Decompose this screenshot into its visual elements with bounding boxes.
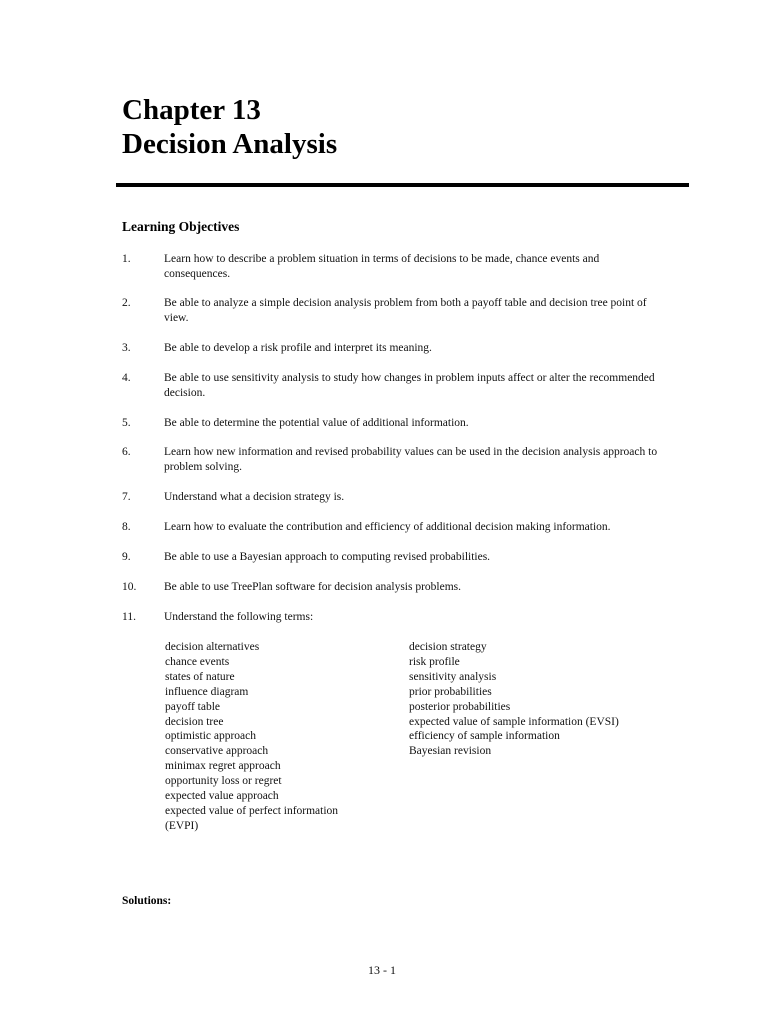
objective-text: Be able to use sensitivity analysis to study how changes in problem inputs affect or alter the recommended decision. bbox=[164, 372, 655, 399]
term: minimax regret approach bbox=[165, 760, 281, 773]
objective-number: 2. bbox=[122, 297, 131, 309]
chapter-number: Chapter 13 bbox=[122, 94, 261, 126]
page-number: 13 - 1 bbox=[368, 963, 396, 977]
objective-text: Learn how to describe a problem situation in terms of decisions to be made, chance events and consequences. bbox=[164, 253, 600, 280]
term: Bayesian revision bbox=[409, 745, 492, 758]
objective-number: 5. bbox=[122, 417, 131, 429]
objective-number: 11. bbox=[122, 611, 136, 623]
objective-text: Understand the following terms: bbox=[164, 611, 314, 623]
term: efficiency of sample information bbox=[409, 730, 560, 743]
objective-number: 6. bbox=[122, 446, 131, 458]
term: payoff table bbox=[165, 700, 221, 713]
term: decision tree bbox=[165, 715, 224, 728]
term: decision alternatives bbox=[165, 641, 260, 653]
objective-text: Be able to develop a risk profile and interpret its meaning. bbox=[164, 342, 432, 354]
objective-text: Learn how to evaluate the contribution and efficiency of additional decision making information. bbox=[164, 521, 611, 533]
term: opportunity loss or regret bbox=[165, 775, 282, 788]
term: expected value of sample information (EVSI) bbox=[409, 715, 619, 728]
chapter-title bbox=[122, 93, 337, 161]
term: sensitivity analysis bbox=[409, 670, 497, 683]
term: expected value of perfect information bbox=[165, 804, 339, 817]
objective-text: Understand what a decision strategy is. bbox=[164, 491, 345, 503]
objective-number: 8. bbox=[122, 521, 131, 533]
objective-number: 4. bbox=[122, 372, 131, 384]
objective-text: Be able to use TreePlan software for decision analysis problems. bbox=[164, 581, 462, 593]
term: (EVPI) bbox=[165, 819, 199, 832]
objective-text: Learn how new information and revised probability values can be used in the decision analysis approach to problem solving. bbox=[164, 446, 658, 473]
objective-number: 1. bbox=[122, 253, 131, 265]
objective-number: 9. bbox=[122, 551, 131, 563]
objective-text: Be able to analyze a simple decision analysis problem from both a payoff table and decision tree point of view. bbox=[164, 297, 647, 324]
term: expected value approach bbox=[165, 790, 279, 803]
term: influence diagram bbox=[165, 685, 249, 698]
term: states of nature bbox=[165, 670, 235, 683]
term: posterior probabilities bbox=[409, 700, 511, 713]
objective-text: Be able to determine the potential value of additional information. bbox=[164, 417, 469, 429]
term: decision strategy bbox=[409, 641, 487, 653]
solutions-label: Solutions: bbox=[122, 895, 172, 907]
term: optimistic approach bbox=[165, 730, 257, 743]
terms-list-right bbox=[409, 640, 619, 759]
term: chance events bbox=[165, 655, 230, 668]
term: risk profile bbox=[409, 655, 460, 668]
objective-number: 10. bbox=[122, 581, 137, 593]
term: conservative approach bbox=[165, 745, 269, 758]
chapter-name: Decision Analysis bbox=[122, 128, 338, 160]
term: prior probabilities bbox=[409, 685, 492, 698]
objective-number: 3. bbox=[122, 342, 131, 354]
learning-objectives-heading: Learning Objectives bbox=[122, 219, 240, 234]
terms-list-left bbox=[165, 640, 338, 834]
objective-number: 7. bbox=[122, 491, 131, 503]
title-divider bbox=[116, 183, 689, 187]
objective-text: Be able to use a Bayesian approach to computing revised probabilities. bbox=[164, 551, 491, 563]
